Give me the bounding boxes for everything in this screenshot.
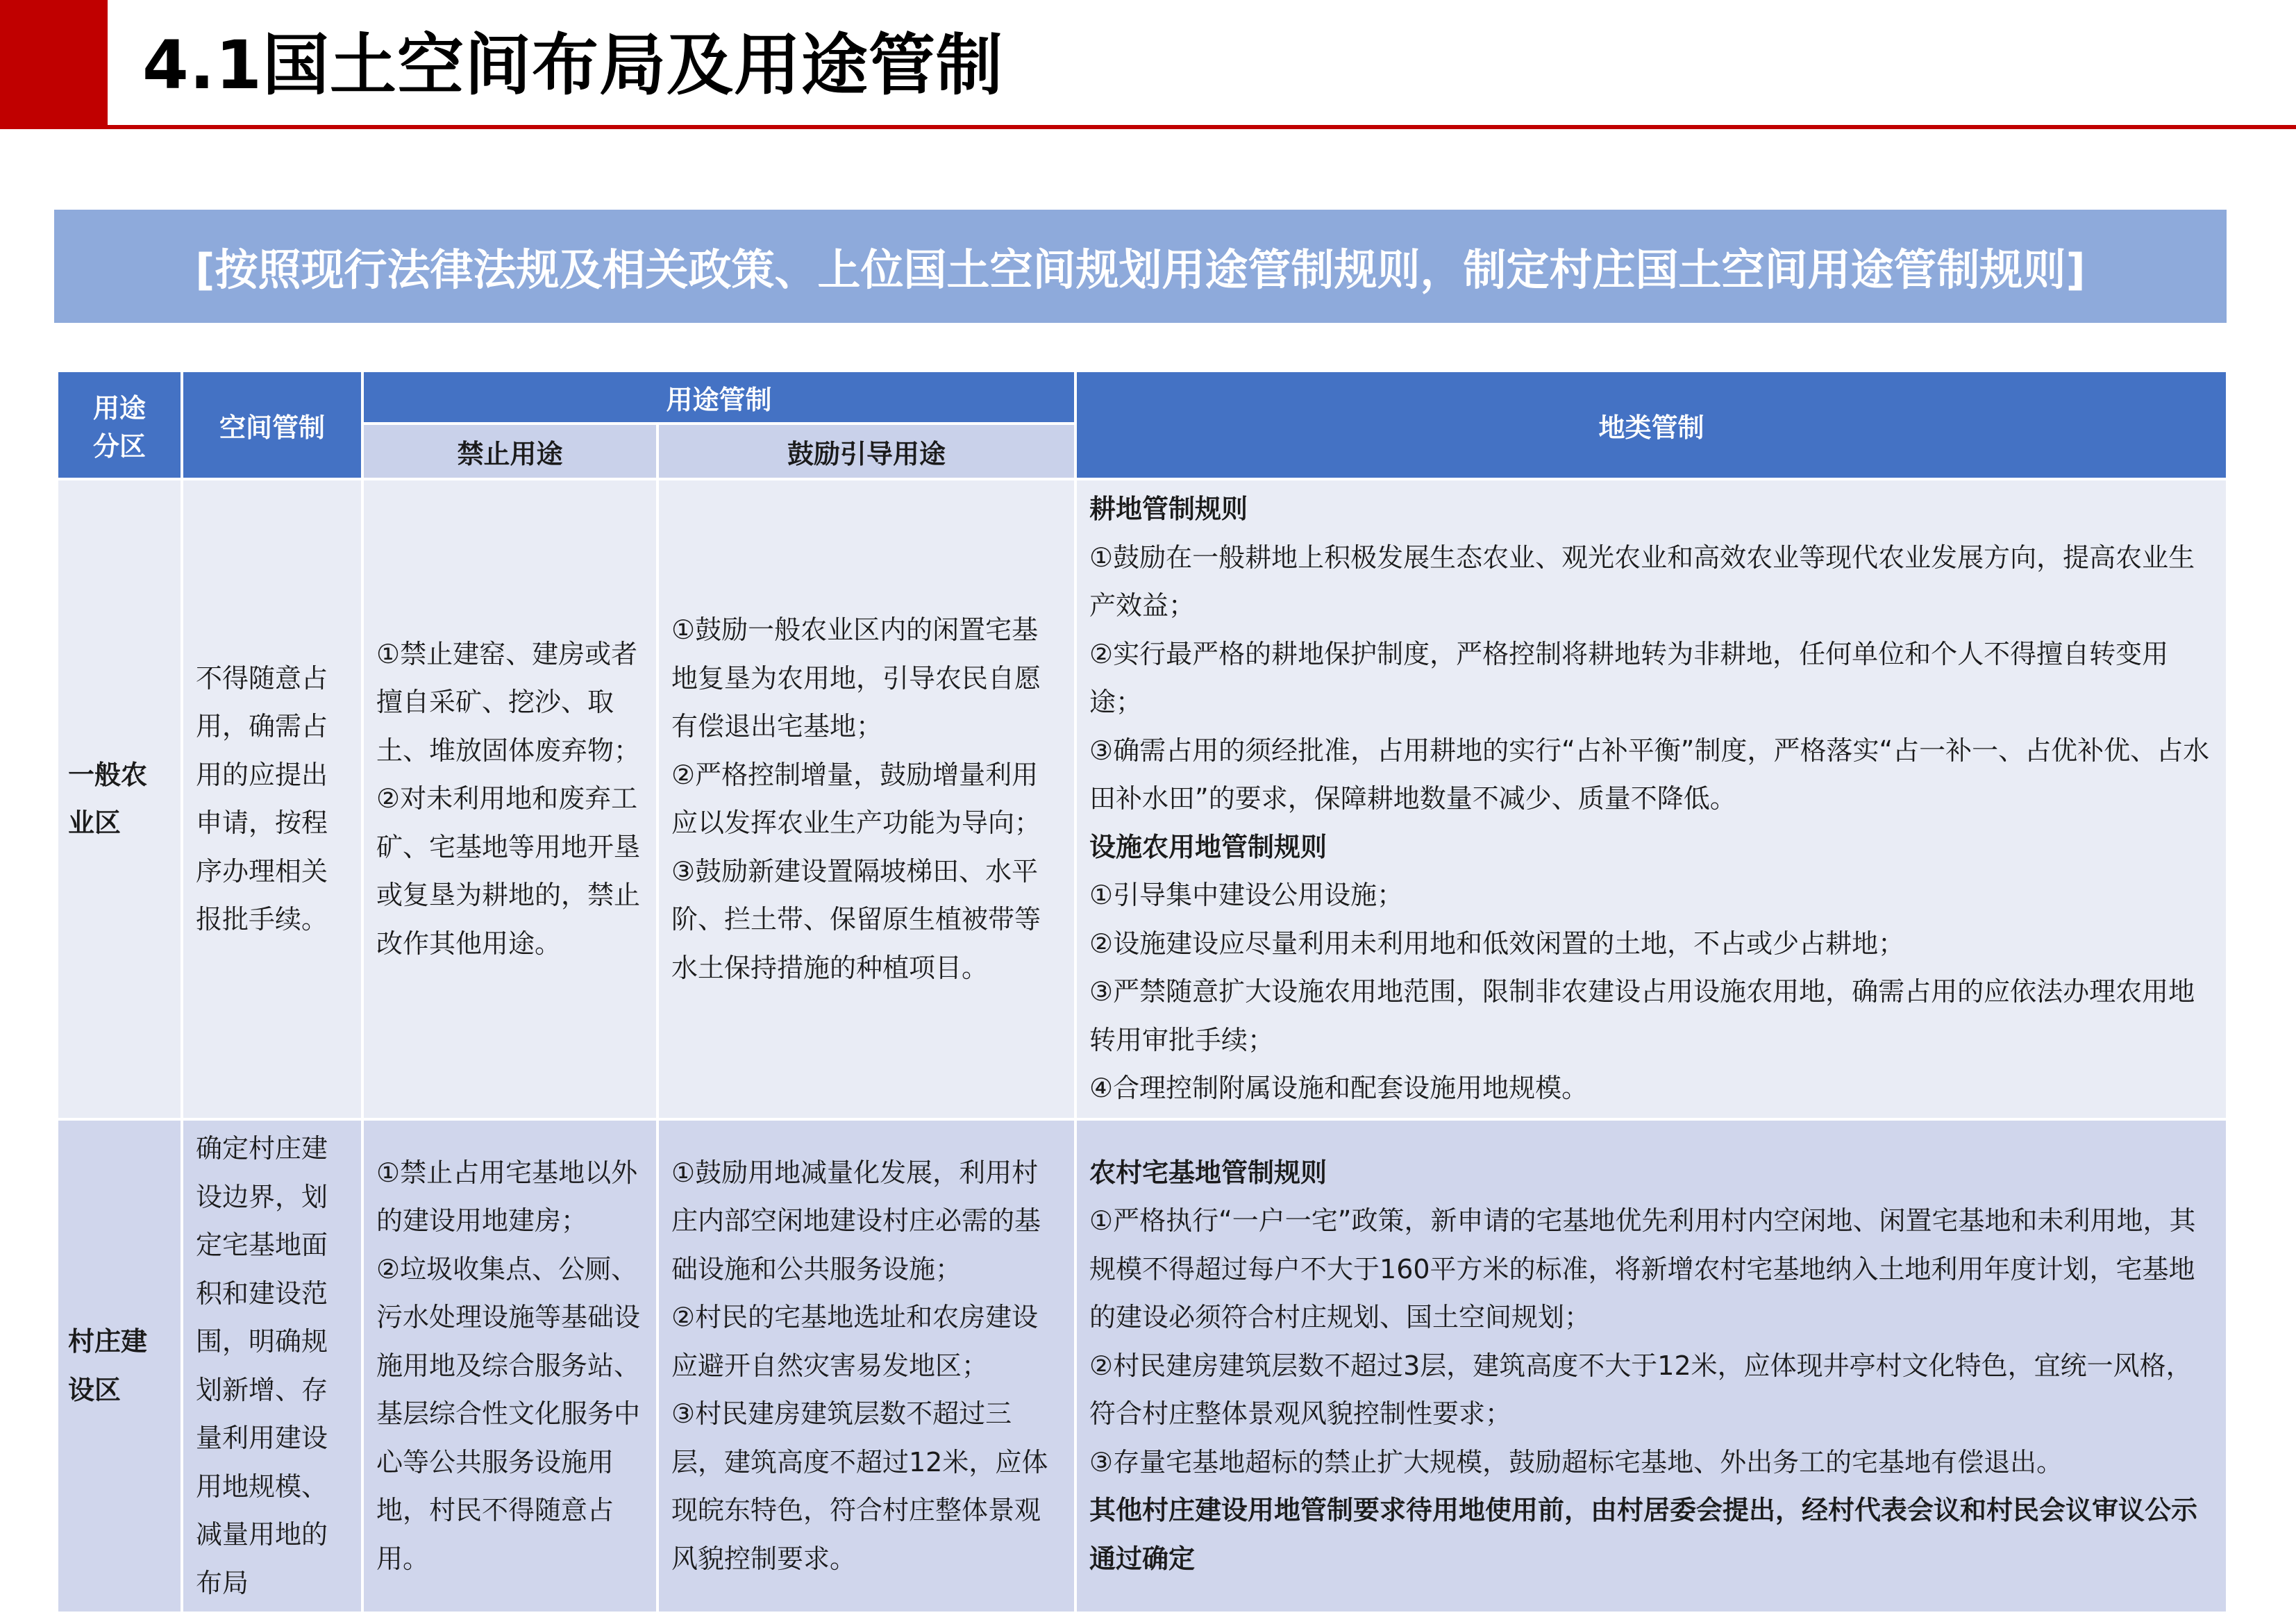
rule-item: ②实行最严格的耕地保护制度，严格控制将耕地转为非耕地，任何单位和个人不得擅自转变用途； <box>1089 638 2169 718</box>
land-control-cell <box>1075 1119 2227 1613</box>
page-title: 4.1国土空间布局及用途管制 <box>142 26 1004 104</box>
header-zone-line1: 用途 <box>92 393 146 424</box>
rule-item: ①鼓励在一般耕地上积极发展生态农业、观光农业和高效农业等现代农业发展方向，提高农业生产效益； <box>1089 542 2195 621</box>
header-use-control: 用途管制 <box>362 371 1075 424</box>
encouraged-item: ①鼓励用地减量化发展，利用村庄内部空闲地建设村庄必需的基础设施和公共服务设施； <box>671 1157 1041 1284</box>
prohibited-cell <box>362 479 657 1119</box>
rule-item: ④合理控制附属设施和配套设施用地规模。 <box>1089 1073 1589 1104</box>
encouraged-item: ③村民建房建筑层数不超过三层，建筑高度不超过12米，应体现皖东特色，符合村庄整体景观风貌控制要求。 <box>671 1398 1048 1574</box>
prohibited-cell <box>362 1119 657 1613</box>
zone-cell: 一般农业区 <box>57 479 182 1119</box>
encouraged-item: ③鼓励新建设置隔坡梯田、水平阶、拦土带、保留原生植被带等水土保持措施的种植项目。 <box>671 855 1041 983</box>
header-prohibited: 禁止用途 <box>362 424 657 479</box>
encouraged-cell <box>657 1119 1075 1613</box>
land-use-control-table <box>56 369 2229 1614</box>
header-zone-line2: 分区 <box>92 431 146 462</box>
zone-cell: 村庄建设区 <box>57 1119 182 1613</box>
table-row-general-agriculture <box>57 479 2227 1119</box>
rule-heading: 设施农用地管制规则 <box>1089 831 1327 862</box>
prohibited-item: ①禁止占用宅基地以外的建设用地建房； <box>376 1157 638 1237</box>
prohibited-item: ①禁止建窑、建房或者擅自采矿、挖沙、取土、堆放固体废弃物； <box>376 638 641 766</box>
prohibited-item: ②垃圾收集点、公厕、污水处理设施等基础设施用地及综合服务站、基层综合性文化服务中心等公共服务设施用地，村民不得随意占用。 <box>376 1253 641 1574</box>
rule-heading: 其他村庄建设用地管制要求待用地使用前，由村居委会提出，经村代表会议和村民会议审议公示通过确定 <box>1089 1495 2198 1574</box>
rule-item: ③存量宅基地超标的禁止扩大规模，鼓励超标宅基地、外出务工的宅基地有偿退出。 <box>1089 1446 2063 1477</box>
space-control-cell: 确定村庄建设边界，划定宅基地面积和建设范围，明确规划新增、存量利用建设用地规模、减量用地的布局 <box>182 1119 362 1613</box>
header-row-1 <box>57 371 2227 424</box>
rule-item: ①引导集中建设公用设施； <box>1089 880 1404 911</box>
rule-item: ①严格执行“一户一宅”政策，新申请的宅基地优先利用村内空闲地、闲置宅基地和未利用地，其规模不得超过每户不大于160平方米的标准，将新增农村宅基地纳入土地利用年度计划，宅基地的建设必须符合村庄规划、国土空间规划； <box>1089 1205 2196 1333</box>
rule-item: ③确需占用的须经批准，占用耕地的实行“占补平衡”制度，严格落实“占一补一、占优补优、占水田补水田”的要求，保障耕地数量不减少、质量不降低。 <box>1089 735 2210 814</box>
header-encouraged: 鼓励引导用途 <box>657 424 1075 479</box>
encouraged-item: ②村民的宅基地选址和农房建设应避开自然灾害易发地区； <box>671 1302 1039 1381</box>
title-accent-block <box>0 0 108 129</box>
table-row-village-construction <box>57 1119 2227 1613</box>
header-land-control: 地类管制 <box>1075 371 2227 479</box>
rule-item: ②设施建设应尽量利用未利用地和低效闲置的土地，不占或少占耕地； <box>1089 928 1905 959</box>
rule-heading: 农村宅基地管制规则 <box>1089 1157 1327 1188</box>
encouraged-item: ②严格控制增量，鼓励增量利用应以发挥农业生产功能为导向； <box>671 759 1041 838</box>
land-control-cell <box>1075 479 2227 1119</box>
rule-item: ③严禁随意扩大设施农用地范围，限制非农建设占用设施农用地，确需占用的应依法办理农用地转用审批手续； <box>1089 976 2195 1055</box>
policy-banner: [按照现行法律法规及相关政策、上位国土空间规划用途管制规则，制定村庄国土空间用途管制规则] <box>54 210 2227 323</box>
space-control-cell: 不得随意占用，确需占用的应提出申请，按程序办理相关报批手续。 <box>182 479 362 1119</box>
encouraged-cell <box>657 479 1075 1119</box>
title-underline <box>108 125 2296 129</box>
rule-heading: 耕地管制规则 <box>1089 494 1248 525</box>
rule-item: ②村民建房建筑层数不超过3层，建筑高度不大于12米，应体现井亭村文化特色，宜统一风格，符合村庄整体景观风貌控制性要求； <box>1089 1350 2193 1430</box>
header-space-control: 空间管制 <box>182 371 362 479</box>
header-zone <box>57 371 182 479</box>
prohibited-item: ②对未利用地和废弃工矿、宅基地等用地开垦或复垦为耕地的，禁止改作其他用途。 <box>376 783 641 959</box>
encouraged-item: ①鼓励一般农业区内的闲置宅基地复垦为农用地，引导农民自愿有偿退出宅基地； <box>671 614 1041 742</box>
